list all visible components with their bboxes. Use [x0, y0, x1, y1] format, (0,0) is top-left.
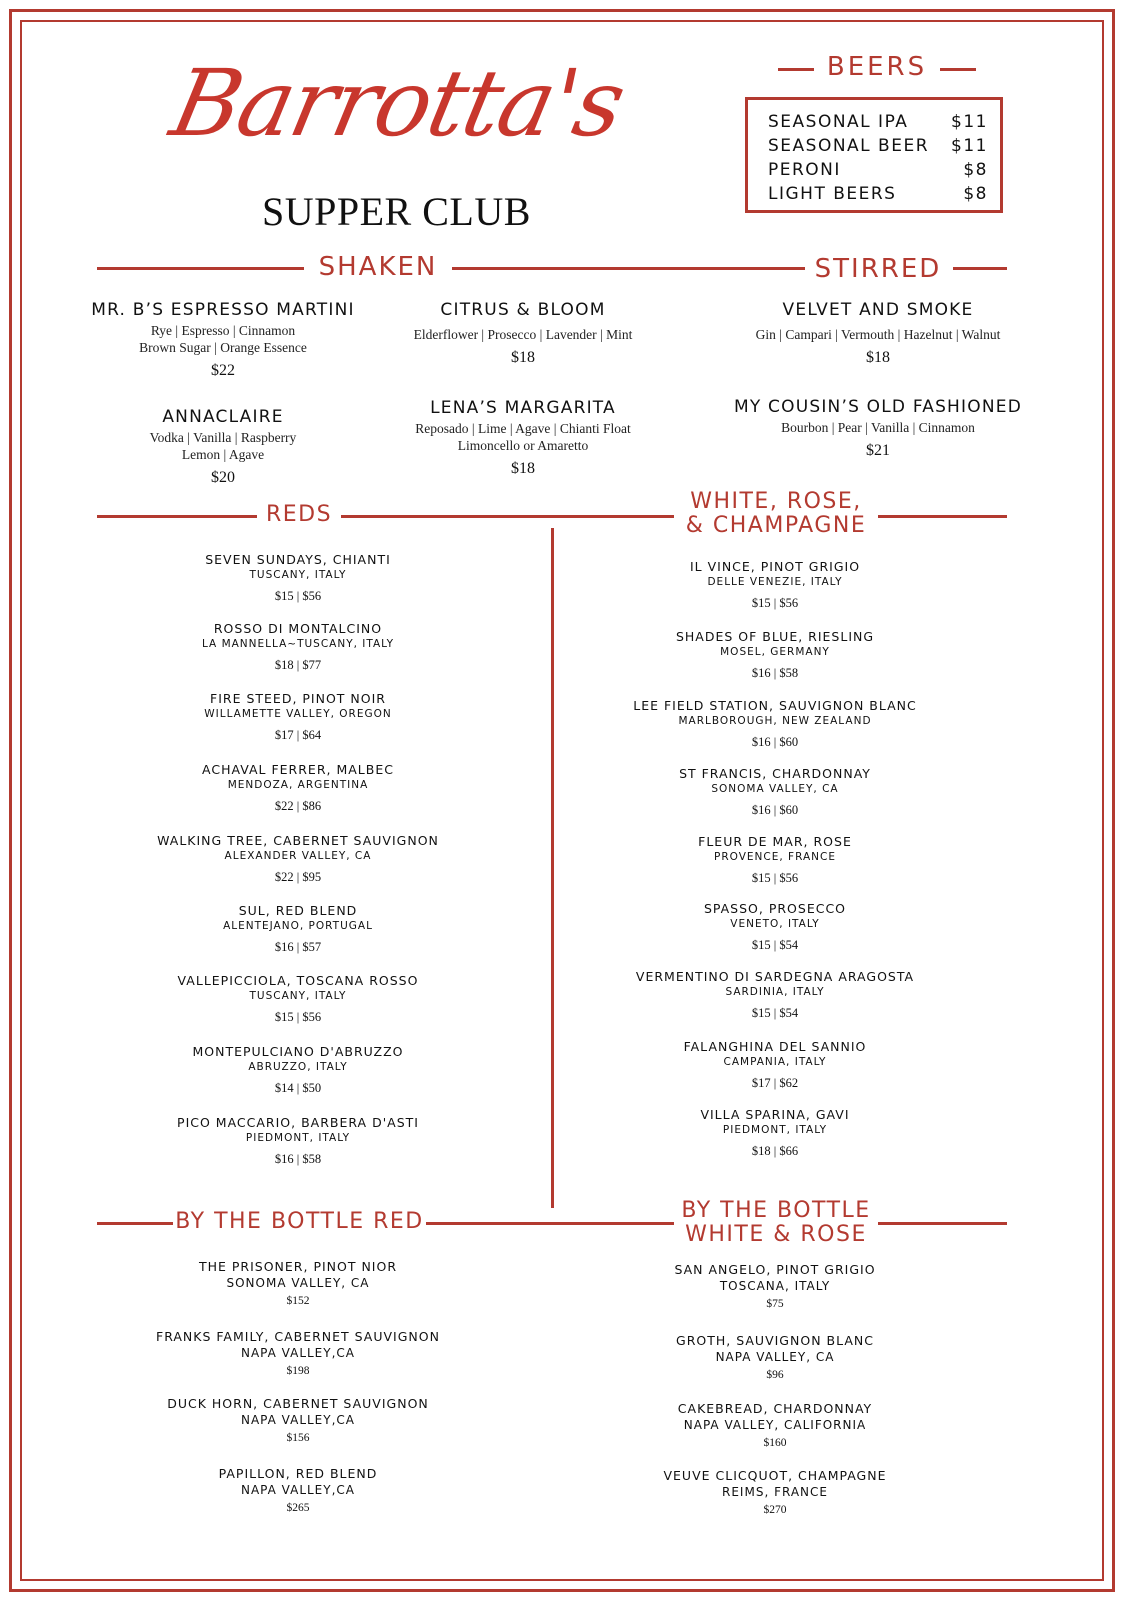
bottle-region: REIMS, FRANCE — [722, 1485, 828, 1499]
divider-line — [341, 515, 674, 518]
wine-region: ALENTEJANO, PORTUGAL — [223, 920, 373, 932]
wine-price: $16 | $60 — [751, 735, 799, 749]
wine-item — [123, 1115, 473, 1167]
wine-price: $16 | $57 — [274, 940, 322, 954]
wine-region: TUSCANY, ITALY — [249, 990, 347, 1002]
wine-name: WALKING TREE, CABERNET SAUVIGNON — [157, 833, 439, 848]
wine-region: SARDINIA, ITALY — [725, 986, 825, 998]
stirred-title: STIRRED — [814, 254, 942, 284]
wine-name: SEVEN SUNDAYS, CHIANTI — [205, 552, 391, 567]
beer-row — [768, 160, 988, 180]
wine-region: TUSCANY, ITALY — [249, 569, 347, 581]
wine-item — [123, 833, 473, 885]
bottle-item — [123, 1329, 473, 1377]
bottle-red-title: BY THE BOTTLE RED — [175, 1209, 424, 1234]
bottle-name: DUCK HORN, CABERNET SAUVIGNON — [167, 1396, 429, 1411]
wine-region: CAMPANIA, ITALY — [723, 1056, 827, 1068]
bottle-item — [123, 1259, 473, 1307]
wine-price: $14 | $50 — [274, 1081, 322, 1095]
cocktail-item — [373, 300, 673, 367]
wine-name: FLEUR DE MAR, ROSE — [698, 834, 852, 849]
bottle-name: THE PRISONER, PINOT NIOR — [198, 1259, 398, 1274]
bottle-item — [593, 1262, 957, 1310]
cocktail-desc: Reposado | Lime | Agave | Chianti Float — [415, 421, 631, 436]
wine-name: FALANGHINA DEL SANNIO — [683, 1039, 867, 1054]
logo-subtitle: SUPPER CLUB — [262, 189, 531, 234]
wine-price: $16 | $58 — [751, 666, 799, 680]
cocktail-desc: Limoncello or Amaretto — [457, 438, 589, 453]
wine-price: $16 | $60 — [751, 803, 799, 817]
wine-price: $17 | $62 — [751, 1076, 799, 1090]
wine-name: ST FRANCIS, CHARDONNAY — [679, 766, 871, 781]
bottle-white-title-line1: BY THE BOTTLE — [681, 1198, 871, 1223]
wine-region: MARLBOROUGH, NEW ZEALAND — [678, 715, 872, 727]
divider-line — [878, 515, 1007, 518]
bottle-price: $160 — [763, 1437, 787, 1449]
wine-name: FIRE STEED, PINOT NOIR — [210, 691, 386, 706]
beers-heading — [778, 52, 976, 82]
beers-box — [745, 97, 1003, 213]
cocktail-price: $18 — [866, 349, 890, 366]
wine-price: $15 | $56 — [274, 589, 322, 603]
bottle-item — [123, 1396, 473, 1444]
wine-item — [123, 1044, 473, 1096]
beer-price: $11 — [951, 112, 988, 132]
wine-price: $15 | $54 — [751, 1006, 799, 1020]
bottle-region: NAPA VALLEY, CA — [715, 1350, 835, 1364]
cocktail-name: VELVET AND SMOKE — [782, 300, 974, 320]
wine-item — [593, 698, 957, 750]
bottle-region: NAPA VALLEY,CA — [240, 1346, 355, 1360]
bottle-white-title-line2: WHITE & ROSE — [685, 1222, 867, 1247]
cocktail-desc: Gin | Campari | Vermouth | Hazelnut | Walnut — [755, 327, 1001, 342]
wine-item — [593, 834, 957, 886]
bottle-region: NAPA VALLEY,CA — [240, 1413, 355, 1427]
divider-line — [953, 267, 1007, 270]
whites-title-line2: & CHAMPAGNE — [685, 513, 867, 538]
wine-region: ABRUZZO, ITALY — [248, 1061, 348, 1073]
wine-name: SHADES OF BLUE, RIESLING — [675, 629, 875, 644]
wine-price: $18 | $77 — [274, 658, 322, 672]
wine-item — [593, 969, 957, 1021]
wine-name: VERMENTINO DI SARDEGNA ARAGOSTA — [635, 969, 915, 984]
bottle-name: PAPILLON, RED BLEND — [218, 1466, 378, 1481]
cocktail-desc: Bourbon | Pear | Vanilla | Cinnamon — [781, 420, 975, 435]
wine-item — [593, 629, 957, 681]
wine-name: LEE FIELD STATION, SAUVIGNON BLANC — [633, 698, 917, 713]
beer-name: SEASONAL IPA — [768, 112, 909, 132]
wine-item — [123, 552, 473, 604]
bottle-item — [593, 1401, 957, 1449]
wine-price: $22 | $86 — [274, 799, 322, 813]
bottle-price: $265 — [286, 1502, 310, 1514]
wine-region: PIEDMONT, ITALY — [245, 1132, 351, 1144]
logo — [162, 28, 633, 188]
wine-price: $17 | $64 — [274, 728, 322, 742]
wine-name: VALLEPICCIOLA, TOSCANA ROSSO — [177, 973, 419, 988]
wine-region: WILLAMETTE VALLEY, OREGON — [204, 708, 392, 720]
cocktail-item — [718, 397, 1038, 460]
wine-region: MENDOZA, ARGENTINA — [227, 779, 369, 791]
wine-name: PICO MACCARIO, BARBERA D'ASTI — [177, 1115, 419, 1130]
beer-name: PERONI — [768, 160, 841, 180]
wine-region: VENETO, ITALY — [730, 918, 820, 930]
cocktail-desc: Lemon | Agave — [181, 447, 265, 462]
bottle-item — [593, 1333, 957, 1381]
cocktail-name: CITRUS & BLOOM — [440, 300, 606, 320]
wine-price: $18 | $66 — [751, 1144, 799, 1158]
beer-price: $11 — [951, 136, 988, 156]
divider-line — [97, 267, 304, 270]
divider-line — [97, 1222, 173, 1225]
wine-item — [123, 903, 473, 955]
cocktail-name: MR. B’S ESPRESSO MARTINI — [91, 300, 355, 320]
wine-price: $15 | $56 — [751, 871, 799, 885]
logo-script-text: Barrotta's — [162, 50, 633, 157]
whites-title-line1: WHITE, ROSE, — [690, 489, 862, 514]
wine-item — [593, 1107, 957, 1159]
bottle-price: $152 — [286, 1295, 310, 1307]
wine-name: SUL, RED BLEND — [238, 903, 358, 918]
wine-price: $15 | $56 — [274, 1010, 322, 1024]
wine-item — [123, 691, 473, 743]
column-divider — [551, 528, 554, 1208]
cocktail-desc: Rye | Espresso | Cinnamon — [150, 323, 296, 338]
cocktail-desc: Elderflower | Prosecco | Lavender | Mint — [413, 327, 633, 342]
wine-item — [593, 1039, 957, 1091]
cocktail-name: ANNACLAIRE — [162, 407, 284, 427]
wine-name: ROSSO DI MONTALCINO — [213, 621, 383, 636]
wine-item — [593, 559, 957, 611]
wine-region: MOSEL, GERMANY — [720, 646, 830, 658]
divider-line — [97, 515, 257, 518]
bottle-price: $270 — [763, 1504, 787, 1516]
cocktail-price: $20 — [211, 469, 235, 486]
wine-item — [593, 766, 957, 818]
bottle-name: VEUVE CLICQUOT, CHAMPAGNE — [663, 1468, 887, 1483]
wine-item — [123, 621, 473, 673]
divider-line — [878, 1222, 1007, 1225]
cocktail-desc: Vodka | Vanilla | Raspberry — [149, 430, 297, 445]
bottle-name: GROTH, SAUVIGNON BLANC — [676, 1333, 874, 1348]
wine-item — [123, 973, 473, 1025]
wine-name: SPASSO, PROSECCO — [703, 901, 847, 916]
cocktail-price: $22 — [211, 362, 235, 379]
bottle-item — [593, 1468, 957, 1516]
bottle-region: SONOMA VALLEY, CA — [226, 1276, 370, 1290]
cocktail-name: MY COUSIN’S OLD FASHIONED — [734, 397, 1022, 417]
beer-name: SEASONAL BEER — [768, 136, 930, 156]
beer-price: $8 — [963, 160, 988, 180]
wine-region: ALEXANDER VALLEY, CA — [224, 850, 372, 862]
bottle-price: $198 — [286, 1365, 310, 1377]
wine-region: PIEDMONT, ITALY — [722, 1124, 828, 1136]
bottle-item — [123, 1466, 473, 1514]
cocktail-item — [718, 300, 1038, 367]
bottle-name: SAN ANGELO, PINOT GRIGIO — [674, 1262, 876, 1277]
cocktail-item — [73, 300, 373, 380]
cocktail-desc: Brown Sugar | Orange Essence — [139, 340, 307, 355]
bottle-price: $96 — [766, 1369, 784, 1381]
wine-price: $16 | $58 — [274, 1152, 322, 1166]
cocktail-price: $18 — [511, 460, 535, 477]
reds-title: REDS — [265, 502, 333, 527]
cocktail-price: $21 — [866, 442, 890, 459]
wine-region: PROVENCE, FRANCE — [714, 851, 836, 863]
cocktail-item — [73, 407, 373, 487]
beers-title: BEERS — [826, 52, 928, 82]
bottle-price: $75 — [766, 1298, 784, 1310]
bottle-region: NAPA VALLEY, CALIFORNIA — [683, 1418, 867, 1432]
wine-region: DELLE VENEZIE, ITALY — [707, 576, 843, 588]
wine-region: LA MANNELLA~TUSCANY, ITALY — [201, 638, 395, 650]
whites-title — [674, 490, 878, 538]
bottle-white-title — [674, 1199, 878, 1247]
beer-row — [768, 184, 988, 204]
bottle-name: FRANKS FAMILY, CABERNET SAUVIGNON — [156, 1329, 440, 1344]
bottle-region: TOSCANA, ITALY — [719, 1279, 831, 1293]
divider-line — [426, 1222, 674, 1225]
bottle-name: CAKEBREAD, CHARDONNAY — [677, 1401, 873, 1416]
divider-line — [452, 267, 805, 270]
wine-name: IL VINCE, PINOT GRIGIO — [689, 559, 861, 574]
wine-name: VILLA SPARINA, GAVI — [700, 1107, 850, 1122]
wine-name: ACHAVAL FERRER, MALBEC — [202, 762, 394, 777]
beer-name: LIGHT BEERS — [768, 184, 897, 204]
bottle-region: NAPA VALLEY,CA — [240, 1483, 355, 1497]
cocktail-item — [373, 398, 673, 478]
beer-price: $8 — [963, 184, 988, 204]
wine-price: $15 | $56 — [751, 596, 799, 610]
wine-item — [593, 901, 957, 953]
shaken-title: SHAKEN — [318, 252, 438, 282]
bottle-price: $156 — [286, 1432, 310, 1444]
cocktail-name: LENA’S MARGARITA — [430, 398, 616, 418]
wine-price: $15 | $54 — [751, 938, 799, 952]
wine-name: MONTEPULCIANO D'ABRUZZO — [192, 1044, 404, 1059]
wine-item — [123, 762, 473, 814]
beer-row — [768, 112, 988, 132]
cocktail-price: $18 — [511, 349, 535, 366]
wine-region: SONOMA VALLEY, CA — [711, 783, 839, 795]
beer-row — [768, 136, 988, 156]
wine-price: $22 | $95 — [274, 870, 322, 884]
